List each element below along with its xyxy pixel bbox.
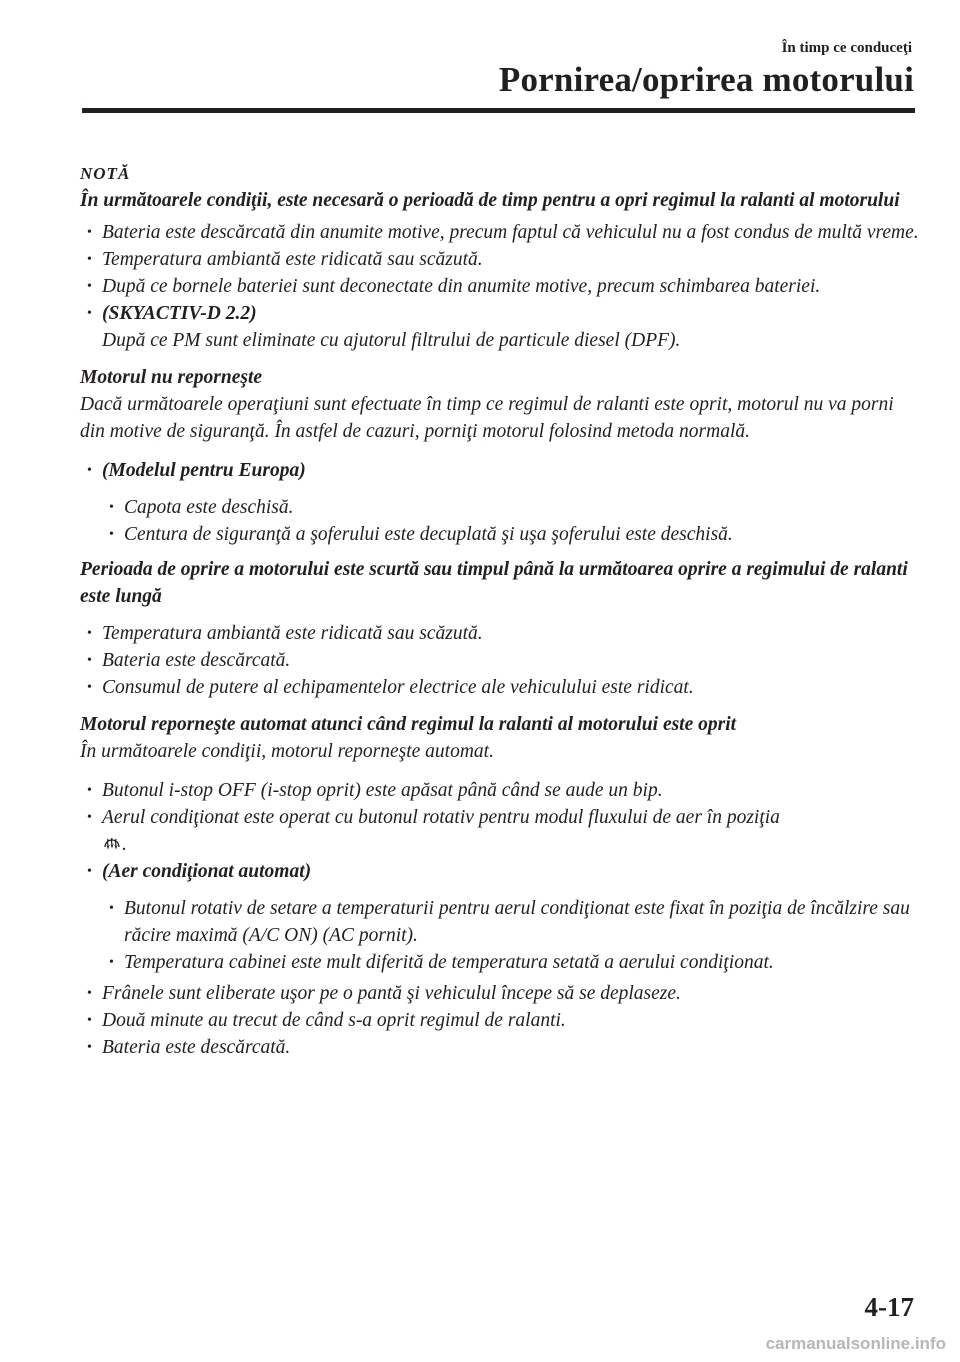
bullet-icon: • (87, 279, 92, 294)
bullet-icon: • (87, 1013, 92, 1028)
list-item: • Bateria este descărcată din anumite motive, precum faptul că vehiculul nu a fost condus de multă vreme. (80, 219, 920, 246)
list-item: • Frânele sunt eliberate uşor pe o pantă şi vehiculul începe să se deplaseze. (80, 980, 920, 1007)
defroster-icon (102, 836, 122, 852)
page-content (80, 160, 920, 1067)
bullet-icon: • (109, 527, 114, 542)
list-item: • Două minute au trecut de când s-a oprit regimul de ralanti. (80, 1007, 920, 1034)
list-item: • (Aer condiţionat automat) (80, 858, 920, 885)
list-item: • Temperatura ambiantă este ridicată sau scăzută. (80, 620, 920, 647)
no-restart-heading: Motorul nu reporneşte (80, 367, 263, 388)
header-divider (82, 108, 915, 113)
note-heading: În următoarele condiţii, este necesară o perioadă de timp pentru a opri regimul la ralanti al motorului (80, 190, 900, 211)
bullet-icon: • (87, 810, 92, 825)
bullet-icon: • (87, 680, 92, 695)
list-item: • Butonul rotativ de setare a temperaturii pentru aerul condiţionat este fixat în poziţia de încălzire sau răcire maximă (A/C ON) (AC pornit). (102, 895, 920, 949)
bullet-icon: • (109, 955, 114, 970)
bullet-icon: • (87, 864, 92, 879)
list-item: • Centura de siguranţă a şoferului este decuplată şi uşa şoferului este deschisă. (102, 521, 920, 548)
list-item: • Aerul condiţionat este operat cu butonul rotativ pentru modul fluxului de aer în poziţia . (80, 804, 920, 858)
bullet-icon: • (109, 500, 114, 515)
note-label: NOTĂ (80, 164, 131, 183)
final-list (80, 980, 920, 1061)
bullet-icon: • (87, 463, 92, 478)
list-item: • (SKYACTIV-D 2.2) După ce PM sunt eliminate cu ajutorul filtrului de particule diesel (DPF). (80, 300, 920, 354)
bullet-icon: • (87, 252, 92, 267)
bullet-icon: • (87, 626, 92, 641)
auto-restart-heading: Motorul reporneşte automat atunci când regimul la ralanti al motorului este oprit (80, 714, 737, 735)
bullet-icon: • (87, 783, 92, 798)
list-item: • După ce bornele bateriei sunt deconectate din anumite motive, precum schimbarea bateriei. (80, 273, 920, 300)
list-item: • Capota este deschisă. (102, 494, 920, 521)
list-item: • Temperatura cabinei este mult diferită de temperatura setată a aerului condiţionat. (102, 949, 920, 976)
note-list (80, 219, 920, 354)
header-section-label: În timp ce conduceţi (781, 40, 912, 56)
list-item: • Butonul i-stop OFF (i-stop oprit) este apăsat până când se aude un bip. (80, 777, 920, 804)
no-restart-text: Dacă următoarele operaţiuni sunt efectuate în timp ce regimul de ralanti este oprit, motorul nu va porni din motive de siguranţă. În astfel de cazuri, porniţi motorul folosind metoda normală. (80, 394, 894, 442)
page-title: Pornirea/oprirea motorului (498, 60, 914, 99)
bullet-icon: • (109, 901, 114, 916)
europe-list (80, 494, 920, 548)
page-number: 4-17 (864, 1292, 914, 1322)
list-item: • Temperatura ambiantă este ridicată sau scăzută. (80, 246, 920, 273)
auto-restart-text: În următoarele condiţii, motorul reporneşte automat. (80, 741, 494, 762)
short-period-heading: Perioada de oprire a motorului este scurtă sau timpul până la următoarea oprire a regimului de ralanti este lungă (80, 559, 908, 607)
no-restart-list (80, 457, 920, 484)
bullet-icon: • (87, 225, 92, 240)
list-item: • (Modelul pentru Europa) (80, 457, 920, 484)
list-item: • Bateria este descărcată. (80, 1034, 920, 1061)
short-period-list (80, 620, 920, 701)
watermark: carmanualsonline.info (765, 1334, 946, 1353)
auto-restart-list (80, 777, 920, 885)
bullet-icon: • (87, 1040, 92, 1055)
bullet-icon: • (87, 306, 92, 321)
auto-ac-list (80, 895, 920, 976)
list-item: • Bateria este descărcată. (80, 647, 920, 674)
list-item: • Consumul de putere al echipamentelor electrice ale vehiculului este ridicat. (80, 674, 920, 701)
bullet-icon: • (87, 986, 92, 1001)
bullet-icon: • (87, 653, 92, 668)
